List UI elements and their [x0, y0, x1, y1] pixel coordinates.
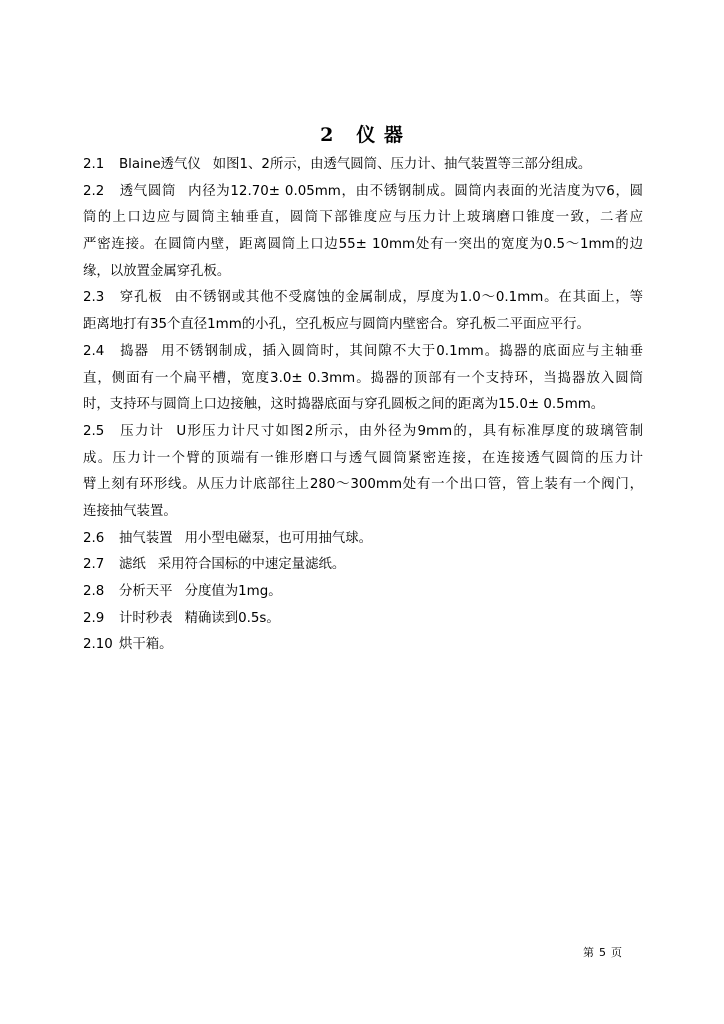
item-text: 由不锈钢或其他不受腐蚀的金属制成，厚度为1.0～0.1mm。在其面上，等 [174, 290, 643, 306]
item-text: 如图1、2所示，由透气圆筒、压力计、抽气装置等三部分组成。 [212, 157, 592, 172]
item-text: U形压力计尺寸如图2所示，由外径为9mm的，具有标准厚度的玻璃管制 [176, 423, 643, 439]
item-title: 透气圆筒 [119, 183, 177, 199]
item-number: 2.8 [83, 584, 105, 599]
paragraph-line [83, 526, 643, 553]
page-prefix: 第 [583, 946, 594, 959]
paragraph-line [83, 339, 643, 366]
item-number: 2.1 [83, 157, 105, 172]
section-title: 仪 器 [356, 124, 404, 146]
paragraph-line [83, 285, 643, 312]
item-title: 分析天平 [119, 584, 173, 599]
page-number: 5 [599, 946, 606, 959]
page-number-footer [583, 944, 622, 960]
paragraph-line [83, 152, 643, 179]
item-number: 2.4 [83, 343, 105, 359]
section-heading [0, 120, 724, 147]
item-text: 用小型电磁泵，也可用抽气球。 [184, 530, 373, 546]
item-number: 2.3 [83, 290, 105, 306]
paragraph-line: 直，侧面有一个扁平槽，宽度3.0± 0.3mm。捣器的顶部有一个支持环，当捣器放入圆筒 [83, 370, 643, 386]
paragraph-line: 时，支持环与圆筒上口边接触，这时捣器底面与穿孔圆板之间的距离为15.0± 0.5mm。 [83, 397, 605, 413]
item-number: 2.2 [83, 183, 105, 199]
item-number: 2.9 [83, 610, 105, 626]
item-title: 压力计 [119, 423, 165, 439]
paragraph-line: 筒的上口边应与圆筒主轴垂直，圆筒下部锥度应与压力计上玻璃磨口锥度一致，二者应 [83, 210, 643, 226]
item-text: 用不锈钢制成，插入圆筒时，其间隙不大于0.1mm。捣器的底面应与主轴垂 [161, 343, 643, 359]
paragraph-line [83, 179, 643, 206]
paragraph-line: 缘，以放置金属穿孔板。 [83, 263, 231, 279]
section-body [83, 152, 643, 659]
paragraph-line: 成。压力计一个臂的顶端有一锥形磨口与透气圆筒紧密连接，在连接透气圆筒的压力计 [83, 450, 643, 466]
paragraph-line [83, 606, 643, 633]
item-number: 2.10 [83, 637, 113, 653]
section-number: 2 [320, 124, 335, 146]
paragraph-line [83, 632, 643, 659]
paragraph-line: 连接抽气装置。 [83, 503, 177, 519]
item-title: Blaine透气仪 [119, 157, 201, 172]
item-title: 计时秒表 [119, 610, 173, 626]
paragraph-line: 距离地打有35个直径1mm的小孔，空孔板应与圆筒内壁密合。穿孔板二平面应平行。 [83, 317, 590, 333]
item-title: 捣器 [119, 343, 150, 359]
item-text: 分度值为1mg。 [184, 584, 282, 599]
item-title: 抽气装置 [119, 530, 173, 546]
item-title: 烘干箱。 [119, 637, 173, 653]
paragraph-line [83, 552, 643, 579]
page-suffix: 页 [611, 946, 622, 959]
item-number: 2.5 [83, 423, 105, 439]
item-text: 采用符合国标的中速定量滤纸。 [157, 557, 346, 573]
paragraph-line [83, 419, 643, 446]
paragraph-line: 臂上刻有环形线。从压力计底部往上280～300mm处有一个出口管，管上装有一个阀门， [83, 477, 643, 493]
item-text: 内径为12.70± 0.05mm，由不锈钢制成。圆筒内表面的光洁度为▽6，圆 [188, 183, 643, 199]
paragraph-line: 严密连接。在圆筒内壁，距离圆筒上口边55± 10mm处有一突出的宽度为0.5～1mm的边 [83, 237, 643, 253]
item-title: 滤纸 [119, 557, 146, 573]
item-title: 穿孔板 [119, 290, 163, 306]
item-text: 精确读到0.5s。 [184, 610, 280, 626]
paragraph-line [83, 579, 643, 606]
item-number: 2.6 [83, 530, 105, 546]
item-number: 2.7 [83, 557, 105, 573]
